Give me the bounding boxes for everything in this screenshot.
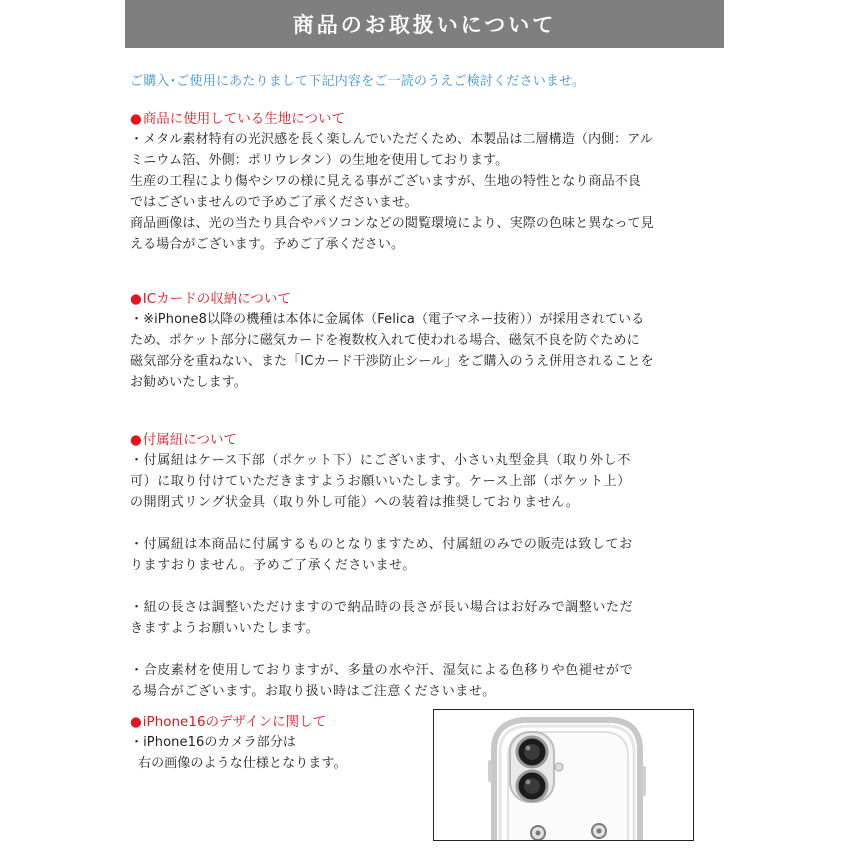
section-body — [130, 732, 420, 774]
section-title — [130, 289, 720, 309]
section-title-text: ICカードの収納について — [142, 291, 291, 307]
section-title — [130, 430, 720, 450]
section-title — [130, 109, 720, 129]
section-body — [130, 450, 720, 702]
section-ic-card — [130, 289, 720, 393]
section-strap — [130, 430, 720, 702]
header-bar — [125, 0, 724, 48]
body-line: ・紐の長さは調整いただけますので納品時の長さが長い場合はお好みで調整いただ — [130, 600, 634, 615]
body-line: ・iPhone16のカメラ部分は — [130, 735, 297, 750]
page-title: 商品のお取扱いについて — [292, 13, 557, 37]
section-body — [130, 129, 720, 255]
section-fabric — [130, 109, 720, 255]
body-line: 可）に取り付けていただきますようお願いいたします。ケース上部（ポケット上） — [130, 474, 631, 489]
body-line: ・メタル素材特有の光沢感を長く楽しんでいただくため、本製品は二層構造（内側：アル — [130, 132, 653, 147]
body-line: ・※iPhone8以降の機種は本体に金属体（Felica（電子マネー技術））が採用されている — [130, 312, 645, 327]
body-line: 商品画像は、光の当たり具合やパソコンなどの閲覧環境により、実際の色味と異なって見 — [130, 216, 654, 231]
body-line: ・合皮素材を使用しておりますが、多量の水や汗、湿気による色移りや色褪せがで — [130, 663, 634, 678]
body-line: ・付属紐は本商品に付属するものとなりますため、付属紐のみでの販売は致してお — [130, 537, 633, 552]
body-line: りますおりません。予めご了承くださいませ。 — [130, 558, 416, 573]
phone-camera-photo — [433, 709, 694, 841]
red-bullet-icon: ● — [130, 432, 142, 448]
body-line: きますようお願いいたします。 — [130, 621, 320, 636]
body-line: ・付属紐はケース下部（ポケット下）にございます、小さい丸型金具（取り外し不 — [130, 453, 631, 468]
body-line: の開閉式リング状金具（取り外し可能）への装着は推奨しておりません。 — [130, 495, 580, 510]
body-line: る場合がございます。お取り扱い時はご注意くださいませ。 — [130, 684, 496, 699]
section-title-text: 商品に使用している生地について — [142, 111, 346, 127]
red-bullet-icon: ● — [130, 714, 142, 730]
body-line: 右の画像のような仕様となります。 — [138, 756, 347, 771]
intro-text: ご購入･ご使用にあたりまして下記内容をご一読のうえご検討くださいませ。 — [130, 74, 586, 89]
body-line: ミニウム箔、外側：ポリウレタン）の生地を使用しております。 — [130, 153, 509, 168]
body-line: ではございませんので予めご了承くださいませ。 — [130, 195, 418, 210]
body-line: える場合がございます。予めご了承ください。 — [130, 237, 405, 252]
body-line: ため、ポケット部分に磁気カードを複数枚入れて使われる場合、磁気不良を防ぐために — [130, 333, 640, 348]
section-body — [130, 309, 720, 393]
body-line: 生産の工程により傷やシワの様に見える事がございますが、生地の特性となり商品不良 — [130, 174, 641, 189]
body-line: 磁気部分を重ねない、また「ICカード干渉防止シール」をご購入のうえ併用されることを — [130, 354, 654, 369]
section-title — [130, 712, 420, 732]
phone-camera-closeup-icon — [434, 710, 693, 840]
red-bullet-icon: ● — [130, 111, 142, 127]
section-title-text: 付属紐について — [142, 432, 238, 448]
section-iphone16-design — [130, 712, 420, 774]
red-bullet-icon: ● — [130, 291, 142, 307]
section-title-text: iPhone16のデザインに関して — [142, 714, 327, 730]
body-line: お勧めいたします。 — [130, 375, 247, 390]
